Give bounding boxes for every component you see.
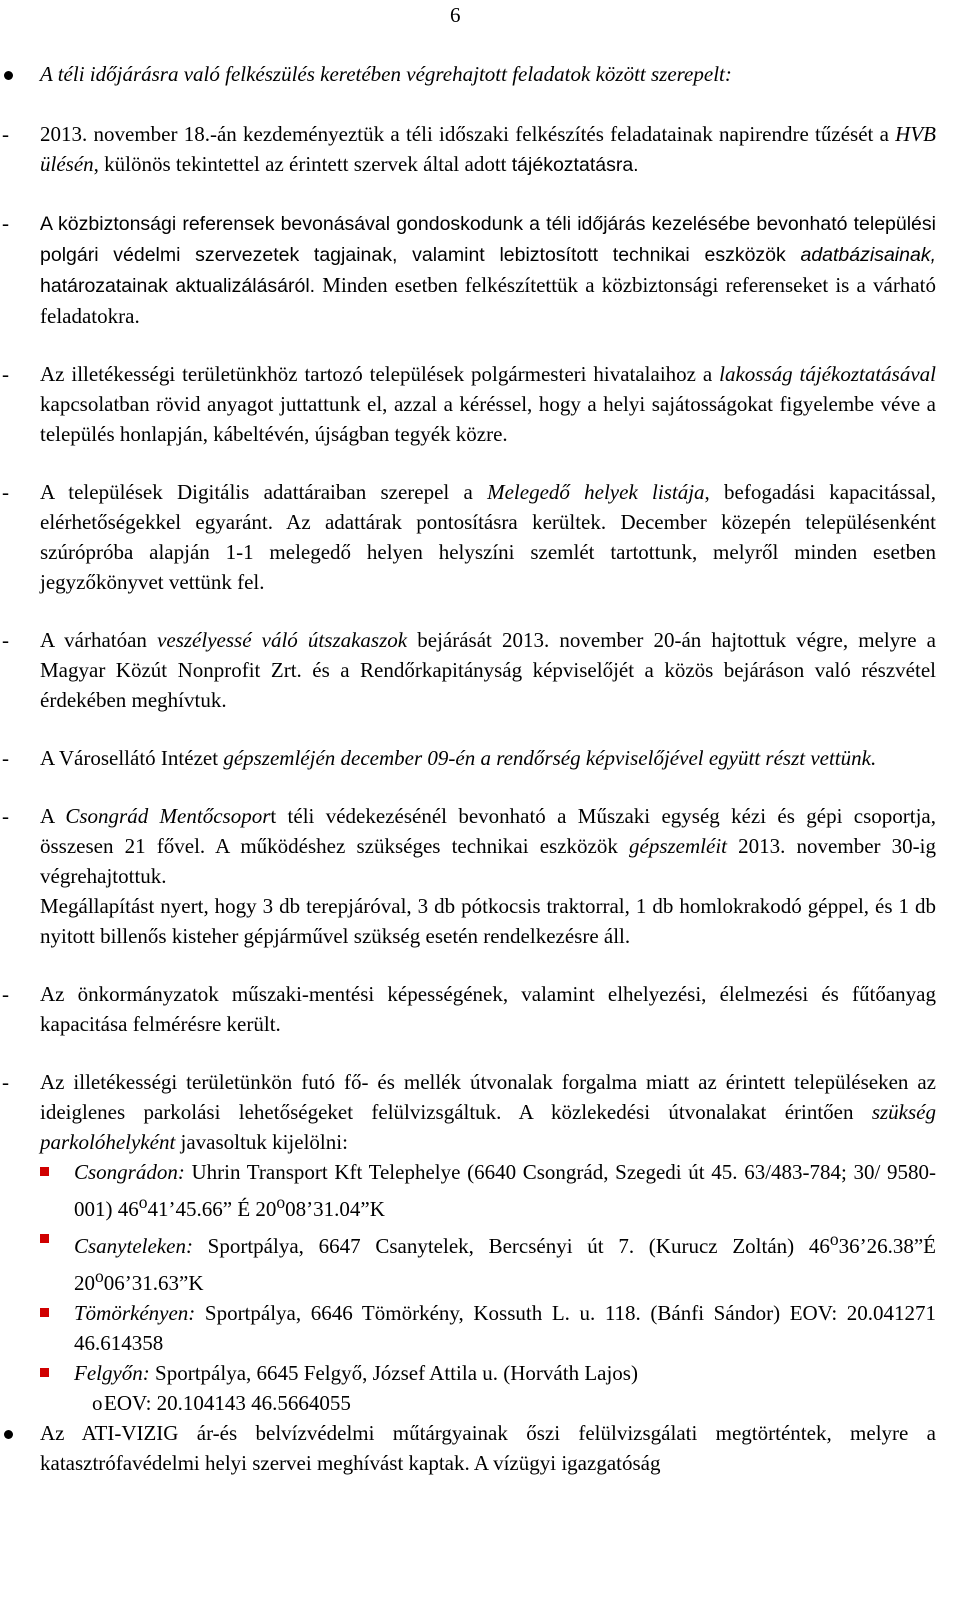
list-item-location [0, 1298, 936, 1358]
location-text: Sportpálya, 6646 Tömörkény, Kossuth L. u. 118. (Bánfi Sándor) EOV: 20.041271 46.614358 [74, 1301, 936, 1355]
list-item-mentocsoport [2, 801, 937, 951]
location-text: Sportpálya, 6647 Csanytelek, Bercsényi út 7. (Kurucz Zoltán) 46 [192, 1234, 830, 1258]
list-item-location [0, 1358, 936, 1388]
square-bullet-icon [40, 1234, 49, 1243]
bullet-dot-icon [4, 1430, 13, 1439]
item-text: kapcsolatban rövid anyagot juttattunk el, azzal a kéréssel, hogy a helyi sajátosságokat figyelembe véve a település honlapján, kábeltévén, újságban tegyék közre. [40, 392, 936, 446]
bullet-dot-icon [4, 71, 13, 80]
item-text: Az önkormányzatok műszaki-mentési képességének, valamint elhelyezési, élelmezési és fűtőanyag kapacitása felmérésre került. [40, 982, 936, 1036]
item-text: t téli védekezésénél bevonható a Műszaki egység kézi és gépi csoportja, összesen 21 fővel. A működéshez szükséges technikai eszközök [40, 804, 936, 858]
location-text: 41’45.66” É 20 [147, 1197, 277, 1221]
intro-bullet [40, 59, 936, 89]
item-text: javasoltuk kijelölni: [175, 1130, 348, 1154]
intro-text: A téli időjárásra való felkészülés keretében végrehajtott feladatok között szerepelt: [40, 62, 732, 86]
list-item-lakossag [2, 359, 936, 449]
item-text: A települések Digitális adattáraiban szerepel a [40, 480, 488, 504]
location-text: 36’26.38”É 20 [74, 1234, 936, 1295]
dash-marker: - [2, 1070, 9, 1094]
dash-marker: - [2, 628, 9, 652]
item-text-italic: szükség parkolóhelyként [40, 1100, 936, 1154]
degree-mark: o [276, 1192, 286, 1212]
item-text-italic: adatbázisainak, [800, 244, 936, 266]
list-item-melegedo [2, 477, 936, 597]
square-bullet-icon [40, 1308, 49, 1317]
item-text: határozatainak aktualizálásáról. [40, 275, 316, 297]
list-item-gepszemle [2, 743, 936, 773]
item-text-italic: gépszemléjén december 09-én a rendőrség képviselőjével együtt részt vettünk. [223, 746, 877, 770]
location-name: Csanyteleken: [74, 1234, 193, 1258]
item-text: A Városellátó Intézet [40, 746, 224, 770]
location-text: 08’31.04”K [285, 1197, 385, 1221]
list-item-hvb [2, 119, 936, 180]
dash-marker: - [2, 362, 9, 386]
item-text-italic: HVB ülésén [40, 122, 936, 176]
item-text: , különös tekintettel az érintett szervek által adott [93, 152, 512, 176]
list-item-location [0, 1157, 936, 1224]
dash-marker: - [2, 211, 9, 235]
document-body [2, 59, 937, 1478]
item-text: A közlekedési útvonalakat érintően [501, 1100, 872, 1124]
location-text: EOV: 20.104143 46.5664055 [104, 1391, 351, 1415]
dash-marker: - [2, 480, 9, 504]
item-text: Az illetékességi területünkön futó fő- és mellék útvonalak forgalma miatt az érintett településeken az ideiglenes parkolási lehetőségeket felülvizsgáltuk. [40, 1070, 936, 1124]
dash-marker: - [2, 122, 9, 146]
item-text-italic: veszélyessé váló útszakaszok [157, 628, 408, 652]
list-item-location [0, 1224, 936, 1298]
item-text: , befogadási kapacitással, elérhetőségekkel egyaránt. Az adattárak pontosításra kerültek. December közepén településenként szúrópróba alapján 1-1 melegedő helyen helyszíni szemlét tartottunk, melyről minden esetben jegyzőkönyvet vettünk fel. [40, 480, 936, 594]
item-text: bejárását 2013. november 20-án hajtottuk végre, melyre a Magyar Közút Nonprofit Zrt. és a Rendőrkapitányság képviselőjét a közös bejáráson való részvétel érdekében meghívtuk. [40, 628, 936, 712]
item-text: Az illetékességi területünkhöz tartozó települések polgármesteri hivatalaihoz a [40, 362, 720, 386]
page-number: 6 [450, 3, 461, 27]
sub-item-felgyo-eov [0, 1388, 936, 1418]
location-name: Tömörkényen: [74, 1301, 196, 1325]
item-text-italic: Csongrád Mentőcsopor [65, 804, 271, 828]
dash-marker: - [2, 982, 9, 1006]
dash-marker: - [2, 804, 9, 828]
list-item-referensek [2, 208, 936, 331]
dash-marker: - [2, 746, 9, 770]
list-item-onkormanyzatok [2, 979, 936, 1039]
bullet-text: Az ATI-VIZIG ár-és belvízvédelmi műtárgyainak őszi felülvizsgálati megtörténtek, melyre a katasztrófavédelmi helyi szervei meghívást kaptak. A vízügyi igazgatóság [40, 1421, 936, 1475]
square-bullet-icon [40, 1167, 49, 1176]
item-text: tájékoztatásra. [511, 154, 639, 176]
item-text-italic: Melegedő helyek listája [487, 480, 705, 504]
location-name: Csongrádon: [74, 1160, 185, 1184]
list-item-parkolas [2, 1067, 936, 1157]
sub-bullet-marker: o [92, 1391, 103, 1415]
degree-mark: o [95, 1266, 104, 1286]
item-text-italic: lakosság tájékoztatásával [719, 362, 936, 386]
location-name: Felgyőn: [74, 1361, 150, 1385]
parking-location-list [0, 1157, 936, 1388]
square-bullet-icon [40, 1368, 49, 1377]
list-item-utszakaszok [2, 625, 936, 715]
item-text: A [40, 804, 66, 828]
location-text: Sportpálya, 6645 Felgyő, József Attila u. (Horváth Lajos) [149, 1361, 638, 1385]
degree-mark: o [829, 1229, 839, 1249]
item-text: Megállapítást nyert, hogy 3 db terepjáróval, 3 db pótkocsis traktorral, 1 db homlokrakodó géppel, és 1 db nyitott billenős kisteher gépjárművel szükség esetén rendelkezésre áll. [40, 894, 936, 948]
location-text: 06’31.63”K [103, 1271, 204, 1295]
item-text: A közbiztonsági referensek bevonásával gondoskodunk a téli időjárás kezelésébe bevonható települési polgári védelmi szervezetek tagjainak, valamint lebiztosított technikai eszközök [40, 213, 936, 266]
item-text-italic: gépszemléit [629, 834, 727, 858]
item-text: Minden esetben felkészítettük a közbiztonsági referenseket is a várható feladatokra. [40, 273, 936, 328]
item-text: A várhatóan [40, 628, 158, 652]
item-text: 2013. november 18.-án kezdeményeztük a téli időszaki felkészítés feladatainak napirendre tűzését a [40, 122, 896, 146]
degree-mark: o [138, 1192, 148, 1212]
location-text: Uhrin Transport Kft Telephelye (6640 Csongrád, Szegedi út 45. 63/483-784; 30/ 9580-001) 46 [74, 1160, 936, 1221]
ati-vizig-bullet [40, 1418, 936, 1478]
item-text: 2013. november 30-ig végrehajtottuk. [40, 834, 937, 888]
